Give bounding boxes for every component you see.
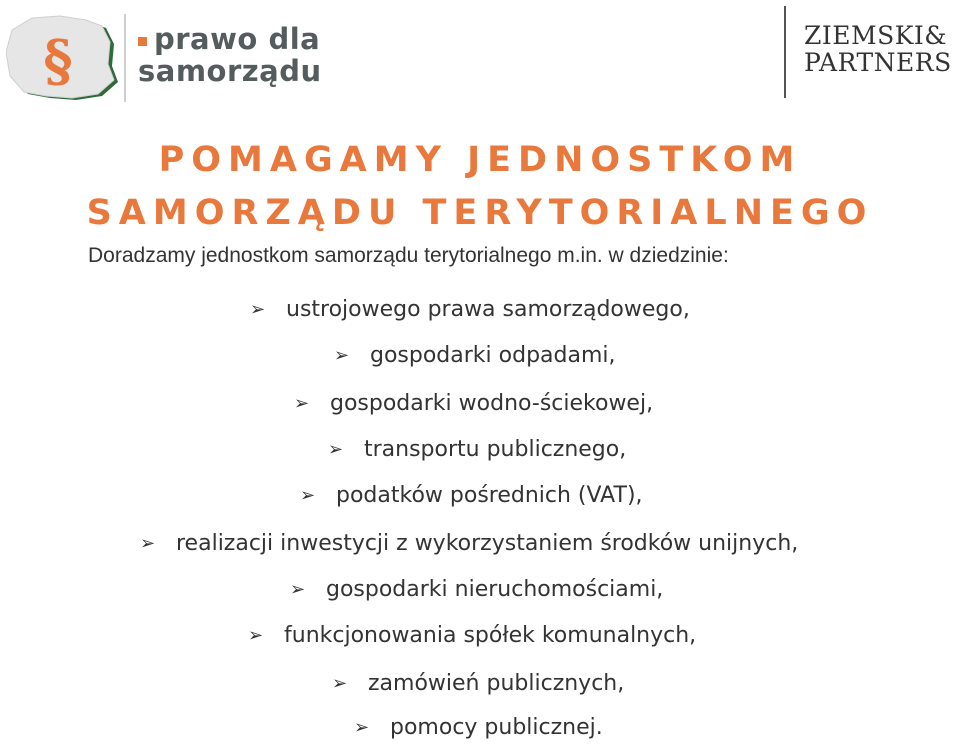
logo-ziemski-partners	[784, 6, 960, 102]
list-item	[300, 482, 643, 510]
arrowhead-icon: ➢	[250, 299, 266, 320]
headline-line1: POMAGAMY JEDNOSTKOM	[158, 140, 802, 180]
arrowhead-icon: ➢	[294, 393, 310, 414]
list-item	[354, 714, 603, 742]
list-item	[294, 390, 653, 418]
list-item	[250, 296, 690, 324]
logo-prawo-dla-samorzadu	[6, 8, 326, 108]
list-item-text: transportu publicznego,	[364, 437, 627, 462]
list-item-text: realizacji inwestycji z wykorzystaniem środków unijnych,	[176, 531, 799, 556]
list-item-text: podatków pośrednich (VAT),	[336, 483, 643, 508]
arrowhead-icon: ➢	[300, 485, 316, 506]
arrowhead-icon: ➢	[334, 345, 350, 366]
list-item-text: zamówień publicznych,	[368, 671, 625, 696]
orange-square-icon	[138, 37, 147, 46]
logo-right-divider	[784, 6, 786, 98]
list-item-text: gospodarki wodno-ściekowej,	[330, 391, 654, 416]
list-item	[328, 436, 626, 464]
arrowhead-icon: ➢	[248, 625, 264, 646]
poland-map-icon	[6, 14, 122, 104]
logo-wordmark	[138, 22, 322, 86]
headline-line2: SAMORZĄDU TERYTORIALNEGO	[86, 193, 874, 233]
list-item-text: gospodarki nieruchomościami,	[326, 577, 664, 602]
arrowhead-icon: ➢	[290, 579, 306, 600]
logo-right-line2: PARTNERS	[804, 48, 952, 77]
list-item-text: funkcjonowania spółek komunalnych,	[284, 623, 697, 648]
list-item	[248, 622, 696, 650]
list-item-text: ustrojowego prawa samorządowego,	[286, 297, 690, 322]
list-item	[140, 530, 798, 558]
list-item	[334, 342, 616, 370]
svg-text:§: §	[43, 28, 73, 94]
arrowhead-icon: ➢	[332, 673, 348, 694]
arrowhead-icon: ➢	[354, 717, 370, 738]
arrowhead-icon: ➢	[140, 533, 156, 554]
arrowhead-icon: ➢	[328, 439, 344, 460]
list-item-text: pomocy publicznej.	[390, 715, 603, 740]
logo-right-line1: ZIEMSKI&	[804, 21, 948, 50]
list-item	[290, 576, 663, 604]
logo-right-wordmark	[804, 22, 952, 76]
logo-line1: prawo dla	[154, 22, 321, 56]
logo-divider	[124, 14, 126, 102]
logo-line2: samorządu	[138, 54, 322, 88]
list-item-text: gospodarki odpadami,	[370, 343, 616, 368]
list-item	[332, 670, 624, 698]
intro-text: Doradzamy jednostkom samorządu terytorialnego m.in. w dziedzinie:	[88, 244, 729, 267]
